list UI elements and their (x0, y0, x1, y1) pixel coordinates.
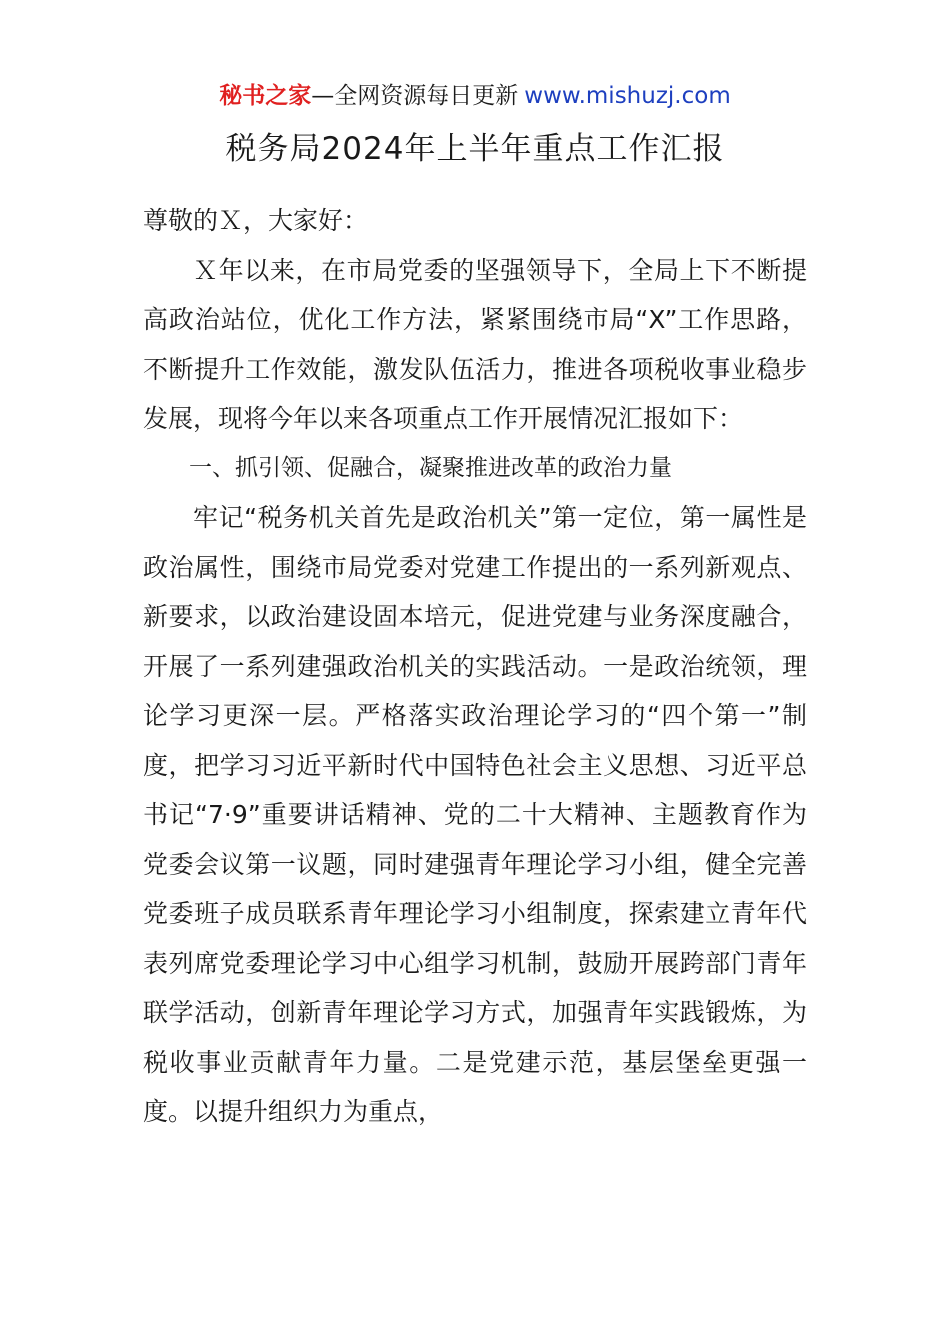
body-paragraph: 牢记“税务机关首先是政治机关”第一定位，第一属性是政治属性，围绕市局党委对党建工作提出的一系列新观点、新要求，以政治建设固本培元，促进党建与业务深度融合，开展了一系列建强政治机关的实践活动。一是政治统领，理论学习更深一层。严格落实政治理论学习的“四个第一”制度，把学习习近平新时代中国特色社会主义思想、习近平总书记“7·9”重要讲话精神、党的二十大精神、主题教育作为党委会议第一议题，同时建强青年理论学习小组，健全完善党委班子成员联系青年理论学习小组制度，探索建立青年代表列席党委理论学习中心组学习机制，鼓励开展跨部门青年联学活动，创新青年理论学习方式，加强青年实践锻炼，为税收事业贡献青年力量。二是党建示范，基层堡垒更强一度。以提升组织力为重点， (143, 503, 807, 1126)
document-body (143, 196, 807, 1137)
intro-paragraph: Ｘ年以来，在市局党委的坚强领导下，全局上下不断提高政治站位，优化工作方法，紧紧围绕市局“X”工作思路，不断提升工作效能，激发队伍活力，推进各项税收事业稳步发展，现将今年以来各项重点工作开展情况汇报如下： (143, 255, 807, 433)
site-url-link[interactable]: www.mishuzj.com (524, 83, 731, 109)
document-title: 税务局2024年上半年重点工作汇报 (225, 131, 725, 167)
header-tagline: —全网资源每日更新 (311, 83, 519, 109)
site-header (0, 80, 950, 112)
brand-name: 秘书之家 (219, 83, 312, 109)
greeting: 尊敬的Ｘ，大家好： (143, 206, 369, 235)
section-heading: 一、抓引领、促融合，凝聚推进改革的政治力量 (189, 454, 672, 481)
